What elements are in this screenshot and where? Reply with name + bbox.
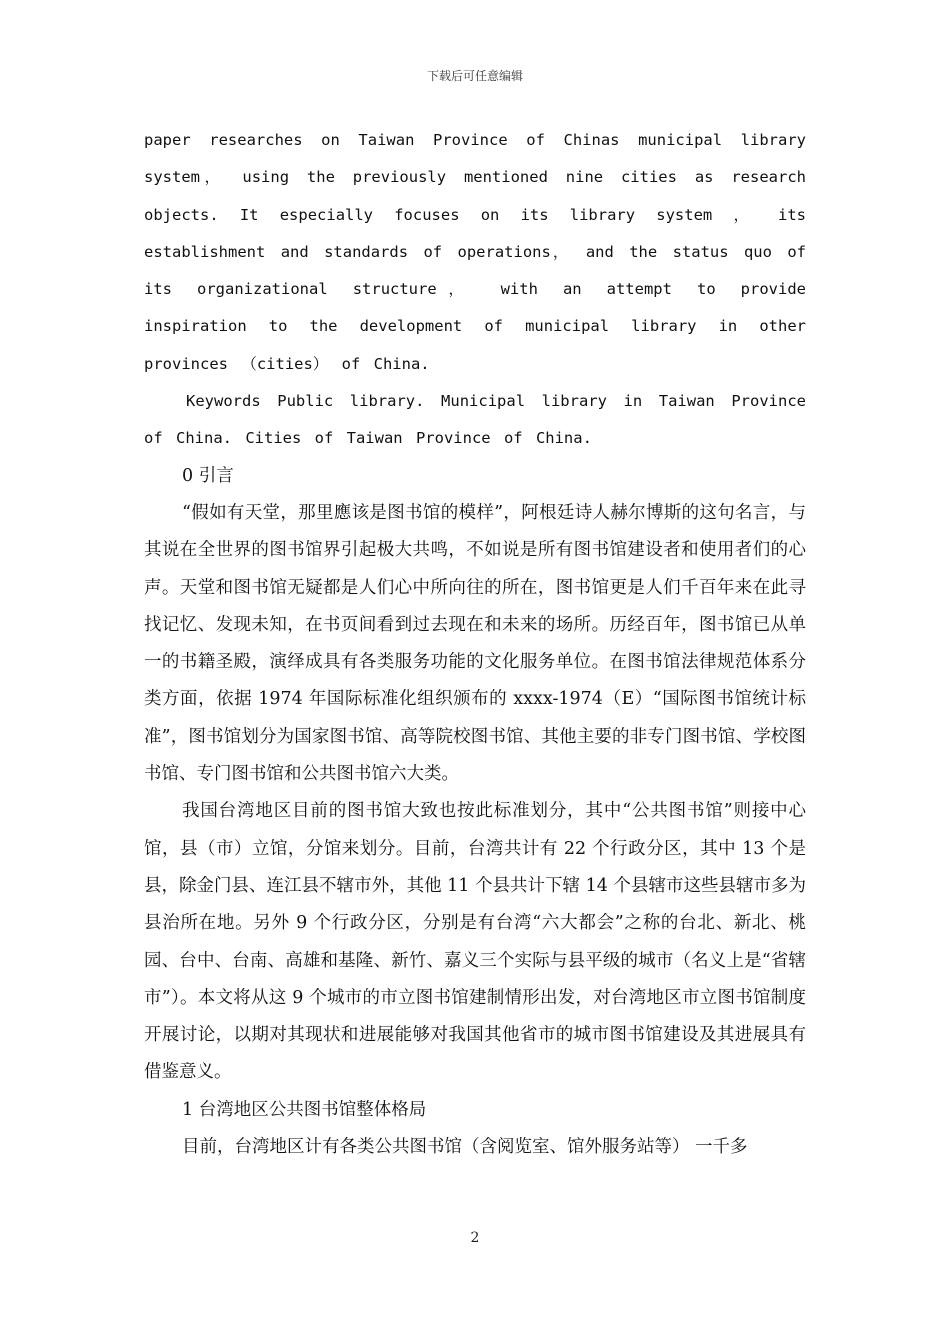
section-heading-introduction: 0 引言 (182, 465, 234, 486)
abstract-continuation: paper researches on Taiwan Province of Chinas municipal library system， using the previously mentioned nine cities as research objects. It especially focuses on its library system ， its establishment and standards of operations， and the status quo of its organizational structure， with an attempt to provide inspiration to the development of municipal library in other provinces （cities） of China. (144, 131, 806, 373)
paragraph-2: 我国台湾地区目前的图书馆大致也按此标准划分，其中“公共图书馆”则接中心馆，县（市）立馆，分馆来划分。目前，台湾共计有 22 个行政分区，其中 13 个是县，除金门县、连江县不辖市外，其他 11 个县共计下辖 14 个县辖市这些县辖市多为县治所在地。另外 9 个行政分区，分别是有台湾“六大都会”之称的台北、新北、桃园、台中、台南、高雄和基隆、新竹、嘉义三个实际与县平级的城市（名义上是“省辖市”）。本文将从这 9 个城市的市立图书馆建制情形出发，对台湾地区市立图书馆制度开展讨论，以期对其现状和进展能够对我国其他省市的城市图书馆建设及其进展具有借鉴意义。 (144, 801, 806, 1083)
page-number: 2 (470, 1230, 480, 1246)
body-text (144, 122, 806, 1166)
paragraph-1: “假如有天堂，那里應该是图书馆的模样”，阿根廷诗人赫尔博斯的这句名言，与其说在全世界的图书馆界引起极大共鸣，不如说是所有图书馆建设者和使用者们的心声。天堂和图书馆无疑都是人们心中所向往的所在，图书馆更是人们千百年来在此寻找记忆、发现未知，在书页间看到过去现在和未来的场所。历经百年，图书馆已从单一的书籍圣殿，演绎成具有各类服务功能的文化服务单位。在图书馆法律规范体系分类方面，依据 1974 年国际标准化组织颁布的 xxxx-1974（E）“国际图书馆统计标准”，图书馆划分为国家图书馆、高等院校图书馆、其他主要的非专门图书馆、学校图书馆、专门图书馆和公共图书馆六大类。 (144, 502, 806, 785)
section-heading-1: 1 台湾地区公共图书馆整体格局 (182, 1099, 427, 1120)
keywords: Keywords Public library. Municipal library in Taiwan Province of China. Cities of Taiwan Province of China. (144, 392, 806, 448)
paragraph-3: 目前，台湾地区计有各类公共图书馆（含阅览室、馆外服务站等） 一千多 (182, 1137, 748, 1158)
page-header: 下载后可任意编辑 (426, 69, 523, 83)
